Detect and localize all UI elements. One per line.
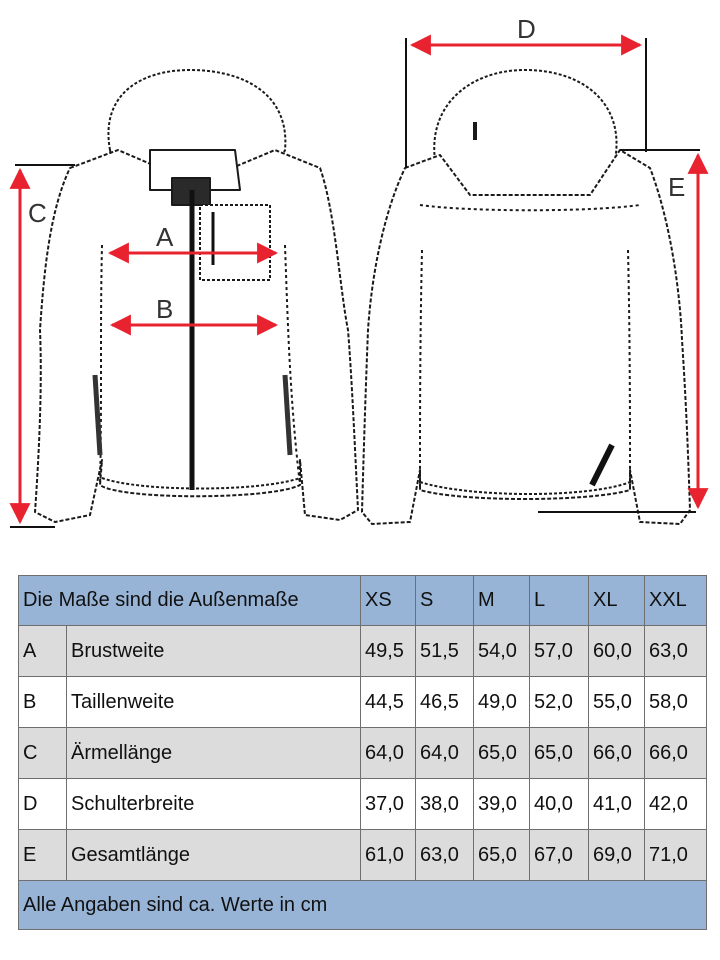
- row-code: A: [19, 626, 67, 677]
- row-code: E: [19, 830, 67, 881]
- header-title: Die Maße sind die Außenmaße: [19, 576, 361, 626]
- row-label: Brustweite: [67, 626, 361, 677]
- row-value: 40,0: [530, 779, 589, 830]
- row-label: Gesamtlänge: [67, 830, 361, 881]
- row-value: 66,0: [589, 728, 645, 779]
- table-row: [19, 830, 707, 881]
- row-value: 57,0: [530, 626, 589, 677]
- row-value: 61,0: [361, 830, 416, 881]
- row-value: 67,0: [530, 830, 589, 881]
- row-code: B: [19, 677, 67, 728]
- size-header: XS: [361, 576, 416, 626]
- row-value: 39,0: [474, 779, 530, 830]
- row-value: 64,0: [361, 728, 416, 779]
- row-value: 58,0: [645, 677, 707, 728]
- row-label: Schulterbreite: [67, 779, 361, 830]
- row-value: 37,0: [361, 779, 416, 830]
- row-value: 55,0: [589, 677, 645, 728]
- row-value: 63,0: [645, 626, 707, 677]
- row-label: Taillenweite: [67, 677, 361, 728]
- row-value: 66,0: [645, 728, 707, 779]
- label-d: D: [517, 14, 536, 44]
- footer-note: Alle Angaben sind ca. Werte in cm: [19, 881, 707, 930]
- row-value: 49,5: [361, 626, 416, 677]
- row-code: D: [19, 779, 67, 830]
- row-value: 65,0: [530, 728, 589, 779]
- jacket-back-drawing: [362, 70, 690, 524]
- row-value: 65,0: [474, 830, 530, 881]
- size-header: M: [474, 576, 530, 626]
- table-row: [19, 728, 707, 779]
- table-row: [19, 677, 707, 728]
- size-table: [18, 575, 707, 930]
- row-value: 41,0: [589, 779, 645, 830]
- size-header: S: [416, 576, 474, 626]
- row-value: 71,0: [645, 830, 707, 881]
- size-header: XXL: [645, 576, 707, 626]
- label-a: A: [156, 222, 174, 252]
- size-header: XL: [589, 576, 645, 626]
- row-value: 52,0: [530, 677, 589, 728]
- label-e: E: [668, 172, 686, 202]
- row-value: 51,5: [416, 626, 474, 677]
- label-b: B: [156, 294, 174, 324]
- label-c: C: [28, 198, 47, 228]
- row-value: 64,0: [416, 728, 474, 779]
- size-header: L: [530, 576, 589, 626]
- row-value: 46,5: [416, 677, 474, 728]
- table-row: [19, 626, 707, 677]
- table-header-row: [19, 576, 707, 626]
- row-value: 60,0: [589, 626, 645, 677]
- table-row: [19, 779, 707, 830]
- row-label: Ärmellänge: [67, 728, 361, 779]
- jacket-front-drawing: [35, 70, 358, 522]
- table-footer-row: [19, 881, 707, 930]
- row-value: 69,0: [589, 830, 645, 881]
- row-code: C: [19, 728, 67, 779]
- row-value: 54,0: [474, 626, 530, 677]
- row-value: 63,0: [416, 830, 474, 881]
- row-value: 42,0: [645, 779, 707, 830]
- row-value: 38,0: [416, 779, 474, 830]
- row-value: 65,0: [474, 728, 530, 779]
- row-value: 44,5: [361, 677, 416, 728]
- row-value: 49,0: [474, 677, 530, 728]
